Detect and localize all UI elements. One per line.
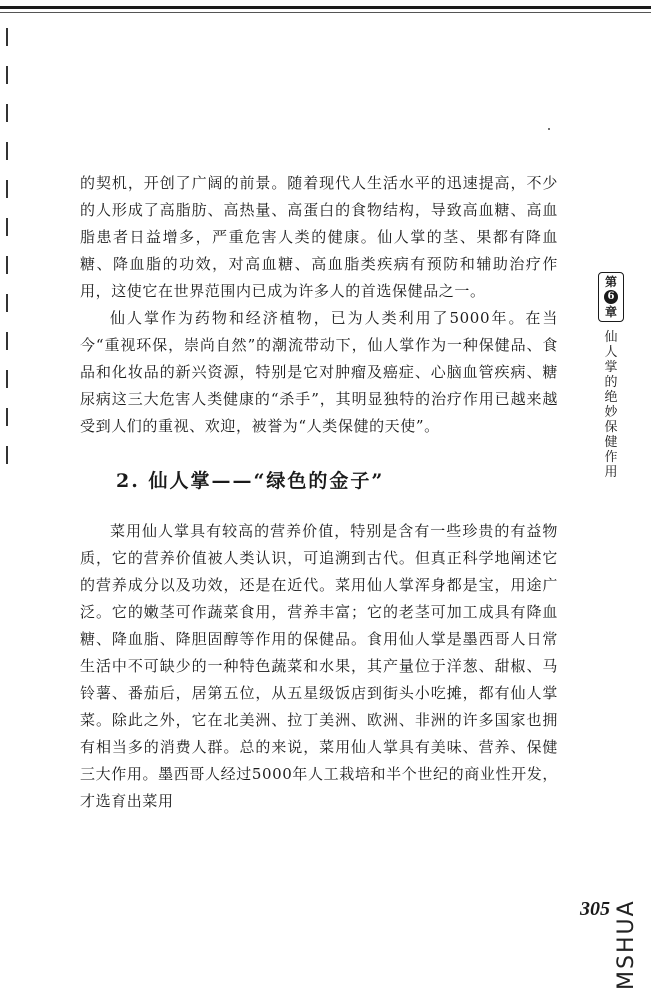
chapter-title-char: 妙	[604, 405, 618, 420]
paragraph-nutrition: 菜用仙人掌具有较高的营养价值，特别是含有一些珍贵的有益物质，它的营养价值被人类认识，可追溯到古代。但真正科学地阐述它的营养成分以及功效，还是在近代。菜用仙人掌浑身都是宝，用途广泛。它的嫩茎可作蔬菜食用，营养丰富；它的老茎可加工成具有降血糖、降血脂、降胆固醇等作用的保健品。食用仙人掌是墨西哥人日常生活中不可缺少的一种特色蔬菜和水果，其产量位于洋葱、甜椒、马铃薯、番茄后，居第五位，从五星级饭店到街头小吃摊，都有仙人掌菜。除此之外，它在北美洲、拉丁美洲、欧洲、非洲的许多国家也拥有相当多的消费人群。总的来说，菜用仙人掌具有美味、营养、保健三大作用。墨西哥人经过5000年人工栽培和半个世纪的商业性开发，才选育出菜用	[80, 522, 558, 810]
scan-speck	[548, 128, 550, 130]
chapter-title-char: 掌	[604, 360, 618, 375]
page-body	[80, 170, 558, 815]
chapter-title-char: 的	[604, 375, 618, 390]
watermark: MSHUA	[614, 899, 639, 990]
header-rule	[0, 6, 651, 9]
chapter-title-char: 绝	[604, 390, 618, 405]
chapter-title-char: 人	[604, 345, 618, 360]
paragraph-history: 仙人掌作为药物和经济植物，已为人类利用了5000年。在当今“重视环保，崇尚自然”的潮流带动下，仙人掌作为一种保健品、食品和化妆品的新兴资源，特别是它对肿瘤及癌症、心脑血管疾病、糖尿病这三大危害人类健康的“杀手”，其明显独特的治疗作用已越来越受到人们的重视、欢迎，被誉为“人类保健的天使”。	[80, 309, 558, 435]
chapter-tab	[598, 272, 624, 480]
header-rule-thin	[0, 12, 651, 13]
section-heading: 2. 仙人掌——“绿色的金子”	[116, 470, 385, 492]
chapter-title-char: 作	[604, 450, 618, 465]
chapter-suffix: 章	[604, 305, 617, 319]
chapter-title-char: 保	[604, 420, 618, 435]
binding-marks	[6, 28, 9, 498]
page-number: 305	[580, 898, 610, 920]
chapter-title-char: 健	[604, 435, 618, 450]
chapter-title	[598, 330, 624, 480]
chapter-title-char: 仙	[604, 330, 618, 345]
chapter-label	[598, 272, 624, 322]
chapter-number: 6	[604, 290, 618, 304]
chapter-prefix: 第	[604, 275, 617, 289]
paragraph-continued: 的契机，开创了广阔的前景。随着现代人生活水平的迅速提高，不少的人形成了高脂肪、高热量、高蛋白的食物结构，导致高血糖、高血脂患者日益增多，严重危害人类的健康。仙人掌的茎、果都有降血糖、降血脂的功效，对高血糖、高血脂类疾病有预防和辅助治疗作用，这使它在世界范围内已成为许多人的首选保健品之一。	[80, 174, 558, 300]
chapter-title-char: 用	[604, 465, 618, 480]
